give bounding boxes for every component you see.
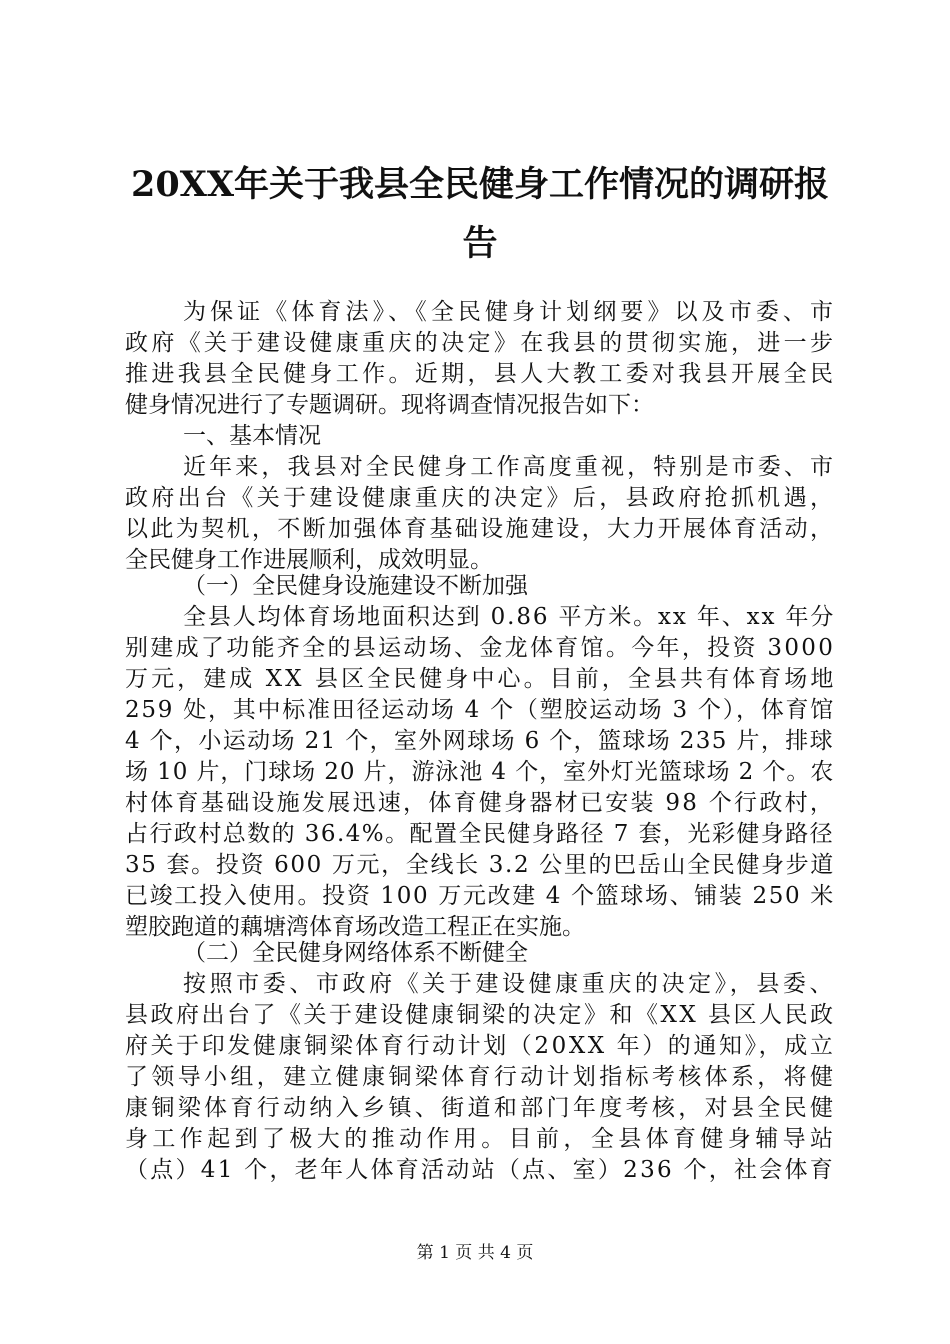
body-line-4: 健身情况进行了专题调研。现将调查情况报告如下： [125, 392, 654, 418]
body-line-3: 推进我县全民健身工作。近期，县人大教工委对我县开展全民 [125, 361, 837, 387]
body-line-6: 近年来，我县对全民健身工作高度重视，特别是市委、市 [183, 454, 837, 480]
body-line-29: （点）41 个，老年人体育活动站（点、室）236 个，社会体育 [125, 1157, 836, 1183]
body-line-1: 为保证《体育法》、《全民健身计划纲要》以及市委、市 [183, 299, 838, 325]
title-line-1: 20XX年关于我县全民健身工作情况的调研报 [130, 164, 830, 205]
body-line-13: 万元，建成 XX 县区全民健身中心。目前，全县共有体育场地 [125, 666, 837, 692]
body-line-15: 4 个，小运动场 21 个，室外网球场 6 个，篮球场 235 片，排球 [125, 728, 834, 754]
body-line-28: 身工作起到了极大的推动作用。目前，全县体育健身辅导站 [125, 1126, 838, 1152]
subsection-heading-2: （二）全民健身网络体系不断健全 [183, 940, 528, 966]
body-line-2: 政府《关于建设健康重庆的决定》在我县的贯彻实施，进一步 [125, 330, 837, 356]
body-line-14: 259 处，其中标准田径运动场 4 个（塑胶运动场 3 个），体育馆 [125, 697, 835, 723]
body-line-18: 占行政村总数的 36.4%。配置全民健身路径 7 套，光彩健身路径 [125, 821, 835, 847]
body-line-24: 县政府出台了《关于建设健康铜梁的决定》和《XX 县区人民政 [125, 1002, 836, 1028]
body-line-8: 以此为契机，不断加强体育基础设施建设，大力开展体育活动， [125, 516, 836, 542]
body-line-17: 村体育基础设施发展迅速，体育健身器材已安装 98 个行政村， [125, 790, 836, 816]
document-title [100, 155, 860, 273]
body-line-20: 已竣工投入使用。投资 100 万元改建 4 个篮球场、铺装 250 米 [125, 883, 835, 909]
body-line-25: 府关于印发健康铜梁体育行动计划（20XX 年）的通知》，成立 [125, 1033, 836, 1059]
body-line-11: 全县人均体育场地面积达到 0.86 平方米。xx 年、xx 年分 [183, 604, 836, 630]
body-line-27: 康铜梁体育行动纳入乡镇、街道和部门年度考核，对县全民健 [125, 1095, 837, 1121]
body-line-19: 35 套。投资 600 万元，全线长 3.2 公里的巴岳山全民健身步道 [125, 852, 835, 878]
body-line-16: 场 10 片，门球场 20 片，游泳池 4 个，室外灯光篮球场 2 个。农 [125, 759, 835, 785]
section-heading-basic: 一、基本情况 [183, 423, 321, 449]
subsection-heading-1: （一）全民健身设施建设不断加强 [183, 573, 528, 599]
body-line-7: 政府出台《关于建设健康重庆的决定》后，县政府抢抓机遇， [125, 485, 837, 511]
page-footer: 第 1 页 共 4 页 [416, 1243, 534, 1263]
body-line-12: 别建成了功能齐全的县运动场、金龙体育馆。今年，投资 3000 [125, 635, 836, 661]
body-line-23: 按照市委、市政府《关于建设健康重庆的决定》，县委、 [183, 971, 837, 997]
body-line-26: 了领导小组，建立健康铜梁体育行动计划指标考核体系，将健 [125, 1064, 837, 1090]
title-line-2: 告 [462, 223, 498, 264]
body-line-9: 全民健身工作进展顺利，成效明显。 [125, 547, 493, 573]
body-line-21: 塑胶跑道的藕塘湾体育场改造工程正在实施。 [125, 914, 585, 940]
